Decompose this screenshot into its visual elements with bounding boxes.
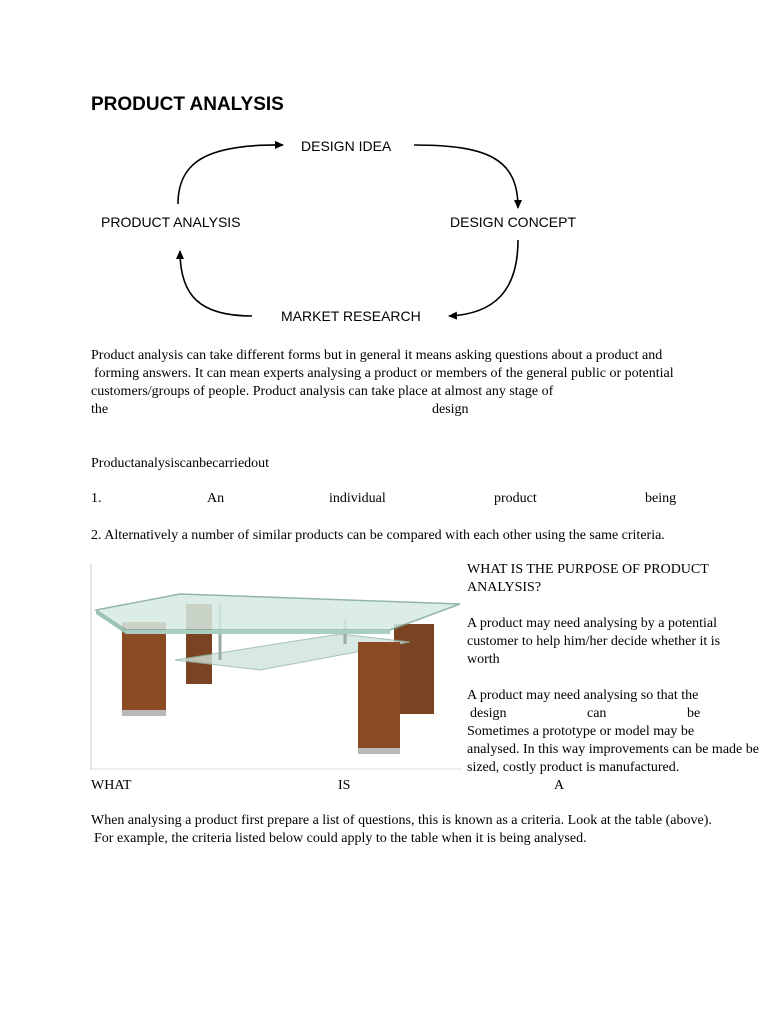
intro-line-2: forming answers. It can mean experts analysing a product or members of the general public or potential — [94, 366, 674, 381]
purpose-p1-line: A product may need analysing by a potential — [467, 616, 717, 631]
arrow-idea-to-concept — [414, 145, 518, 208]
page-title: PRODUCT ANALYSIS — [91, 94, 284, 115]
point1-word: individual — [329, 491, 386, 506]
diagram-design-idea: DESIGN IDEA — [301, 138, 392, 154]
intro-line-4-left: the — [91, 402, 109, 417]
carried-out-text: Productanalysiscanbecarriedout — [91, 456, 270, 471]
intro-line-4-right: design — [432, 402, 469, 417]
purpose-p1-line: customer to help him/her decide whether it is — [467, 634, 721, 649]
purpose-p2-word: be — [687, 706, 701, 721]
purpose-heading-line1: WHAT IS THE PURPOSE OF PRODUCT — [467, 562, 709, 577]
point2-text: 2. Alternatively a number of similar products can be compared with each other using the same criteria. — [91, 528, 665, 543]
diagram-design-concept: DESIGN CONCEPT — [450, 214, 577, 230]
arrow-research-to-analysis — [180, 251, 252, 316]
purpose-p2-word: design — [470, 706, 507, 721]
glass-coffee-table-image — [90, 564, 462, 770]
purpose-p3-line: Sometimes a prototype or model may be — [467, 724, 695, 739]
purpose-p3-line: sized, costly product is manufactured. — [467, 760, 680, 775]
purpose-heading-line2: ANALYSIS? — [467, 580, 542, 595]
criteria-line-1: When analysing a product first prepare a list of questions, this is known as a criteria. Look at the table (above). — [91, 813, 712, 828]
point1-word: An — [207, 491, 225, 506]
what-row-word: A — [554, 778, 565, 793]
purpose-p1-line: worth — [467, 652, 500, 667]
purpose-p2-word: can — [587, 706, 607, 721]
what-row-word: WHAT — [91, 778, 132, 793]
purpose-p3-line: analysed. In this way improvements can be made be — [467, 742, 759, 757]
point1-word: being — [645, 491, 677, 506]
criteria-line-2: For example, the criteria listed below could apply to the table when it is being analysed. — [94, 831, 587, 846]
point1-word: 1. — [91, 491, 102, 506]
point1-word: product — [494, 491, 537, 506]
diagram-market-research: MARKET RESEARCH — [281, 308, 421, 324]
intro-line-1: Product analysis can take different forms but in general it means asking questions about a product and — [91, 348, 663, 363]
what-row-word: IS — [338, 778, 351, 793]
intro-line-3: customers/groups of people. Product analysis can take place at almost any stage of — [91, 384, 554, 399]
arrow-analysis-to-idea — [178, 145, 283, 204]
purpose-p2-line: A product may need analysing so that the — [467, 688, 699, 703]
diagram-product-analysis: PRODUCT ANALYSIS — [101, 214, 241, 230]
arrow-concept-to-research — [449, 240, 518, 316]
